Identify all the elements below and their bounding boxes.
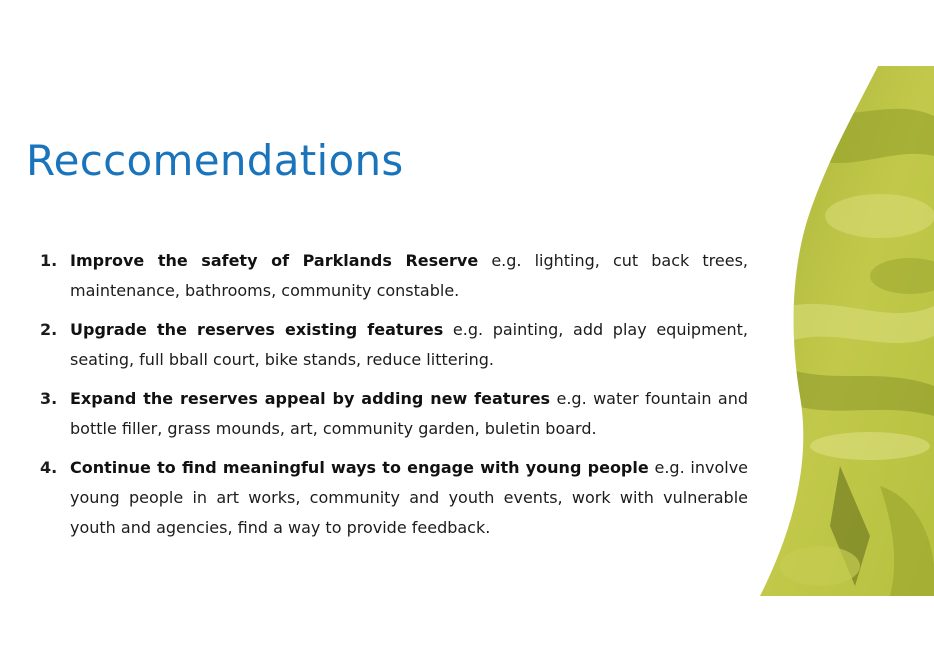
recommendation-heading: Expand the reserves appeal by adding new features [70,389,551,408]
slide-title: Reccomendations [26,136,404,185]
recommendation-heading: Upgrade the reserves existing features [70,320,444,339]
recommendation-number: 2. [40,320,58,339]
recommendation-heading: Continue to find meaningful ways to engage with young people [70,458,649,477]
recommendation-detail: e.g. involve young people in art works, community and youth events, work with vulnerable youth and agencies, find a way to provide feedback. [70,458,749,537]
decorative-park-image [760,66,934,596]
recommendation-detail: e.g. water fountain and bottle filler, grass mounds, art, community garden, buletin board. [70,389,748,438]
recommendation-item-2 [40,315,748,375]
recommendation-detail: e.g. lighting, cut back trees, maintenance, bathrooms, community constable. [70,251,749,300]
recommendation-number: 1. [40,251,58,270]
recommendation-detail: e.g. painting, add play equipment, seating, full bball court, bike stands, reduce littering. [70,320,748,369]
recommendation-heading: Improve the safety of Parklands Reserve [70,251,479,270]
recommendation-item-4 [40,453,748,543]
recommendation-number: 4. [40,458,58,477]
recommendation-number: 3. [40,389,58,408]
recommendation-item-3 [40,384,748,444]
recommendation-item-1 [40,246,748,306]
recommendation-list [40,246,748,552]
